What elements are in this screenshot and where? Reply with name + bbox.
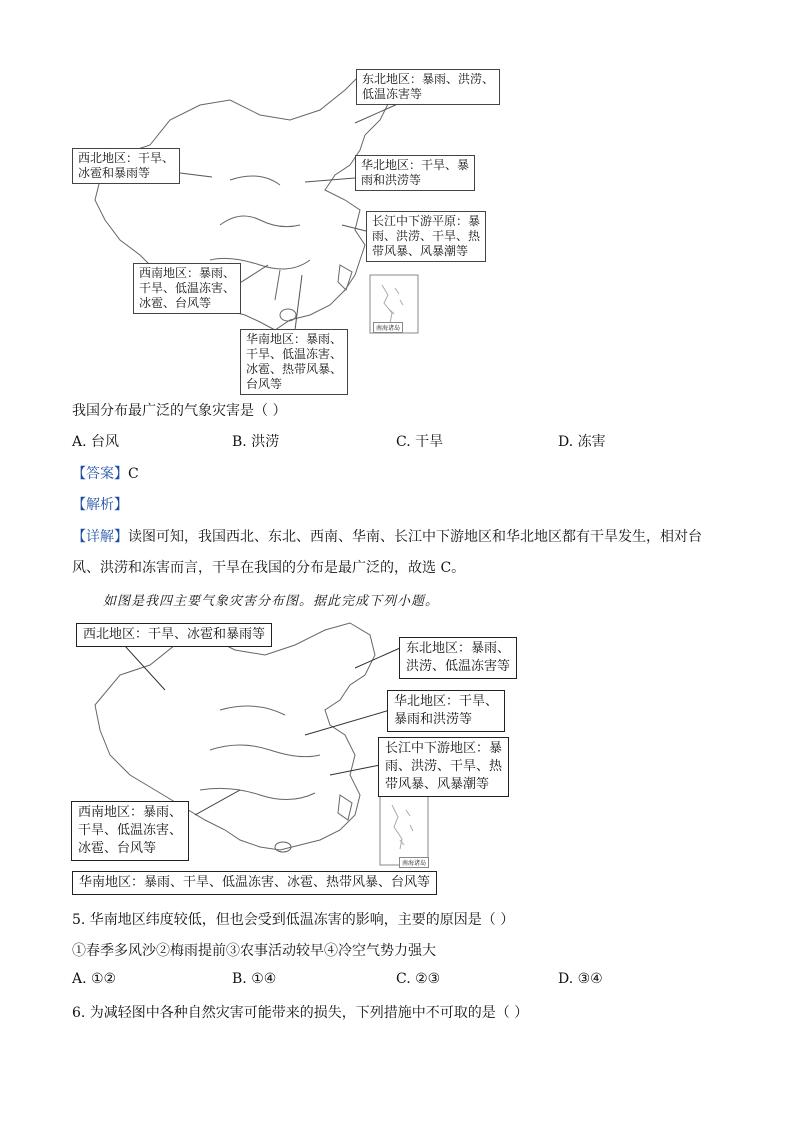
- inset-caption-2: 南海诸岛: [399, 857, 429, 868]
- answer-tag: 【答案】: [72, 466, 128, 482]
- question-5-stem: 5. 华南地区纬度较低，但也会受到低温冻害的影响，主要的原因是（ ）: [72, 912, 515, 928]
- callout-lines-1: [0, 0, 794, 400]
- question-5-choices: ①春季多风沙②梅雨提前③农事活动较早④冷空气势力强大: [72, 943, 436, 959]
- map2-label-southwest: 西南地区：暴雨、 干旱、低温冻害、 冰雹、台风等: [71, 801, 189, 861]
- map2-label-northeast: 东北地区：暴雨、 洪涝、低温冻害等: [399, 637, 517, 679]
- map1-label-northeast: 东北地区：暴雨、洪涝、 低温冻害等: [356, 69, 500, 105]
- map1-label-south: 华南地区：暴雨、 干旱、低温冻害、 冰雹、热带风暴、 台风等: [240, 329, 348, 395]
- map2-label-north: 华北地区：干旱、 暴雨和洪涝等: [387, 690, 505, 732]
- detail-tag: 【详解】: [72, 529, 128, 545]
- map2-label-south: 华南地区：暴雨、干旱、低温冻害、冰雹、热带风暴、台风等: [72, 871, 437, 895]
- answer-value: C: [128, 466, 139, 482]
- question-5-option-b: B. ①④: [232, 971, 277, 987]
- map1-label-southwest: 西南地区：暴雨、 干旱、低温冻害、 冰雹、台风等: [133, 263, 241, 314]
- detail-line-1: [72, 526, 702, 546]
- question-6-stem: 6. 为减轻图中各种自然灾害可能带来的损失，下列措施中不可取的是（ ）: [72, 1005, 529, 1021]
- map1-label-northwest: 西北地区：干旱、 冰雹和暴雨等: [72, 148, 180, 184]
- inset-caption: 南海诸岛: [373, 322, 403, 333]
- answer-line: [72, 463, 139, 483]
- question-1-option-a: A. 台风: [72, 434, 120, 450]
- map2-label-northwest: 西北地区：干旱、冰雹和暴雨等: [76, 623, 272, 647]
- analysis-tag: 【解析】: [72, 497, 128, 513]
- question-1-option-d: D. 冻害: [558, 434, 606, 450]
- question-1-option-b: B. 洪涝: [232, 434, 280, 450]
- question-5-option-d: D. ③④: [558, 971, 603, 987]
- map1-label-yangtze: 长江中下游平原：暴 雨、洪涝、干旱、热 带风暴、风暴潮等: [366, 211, 486, 262]
- question-1-stem: 我国分布最广泛的气象灾害是（ ）: [72, 403, 287, 419]
- map1-label-north: 华北地区：干旱、暴 雨和洪涝等: [355, 155, 475, 191]
- question-5-option-a: A. ①②: [72, 971, 117, 987]
- question-1-option-c: C. 干旱: [396, 434, 444, 450]
- question-5-option-c: C. ②③: [396, 971, 441, 987]
- map2-label-yangtze: 长江中下游地区：暴 雨、洪涝、干旱、热 带风暴、风暴潮等: [378, 737, 509, 797]
- intro-text: 如图是我四主要气象灾害分布图。据此完成下列小题。: [103, 594, 440, 609]
- detail-text-1: 读图可知，我国西北、东北、西南、华南、长江中下游地区和华北地区都有干旱发生，相对台: [128, 529, 702, 545]
- detail-line-2: 风、洪涝和冻害而言，干旱在我国的分布是最广泛的，故选 C。: [72, 560, 466, 576]
